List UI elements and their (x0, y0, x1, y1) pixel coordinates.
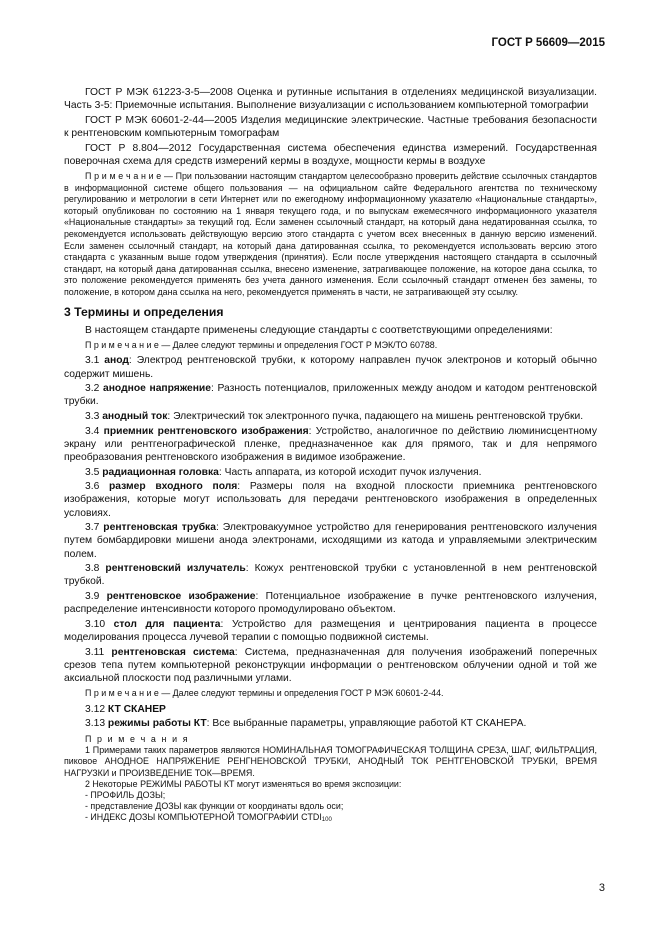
term-name: режимы работы КТ (107, 718, 207, 730)
term-name: размер входного поля (109, 481, 238, 493)
term-num: 3.12 (85, 703, 108, 715)
term-name: анодный ток (102, 410, 168, 422)
term-def: : Устройство, аналогичное по действию люминисцентному экрану или рентгенографической пленке, предназначенное как для прямого, так и для непрямого преобразования рентгеновского изображения в видимое изображение. (64, 425, 597, 463)
term-num: 3.11 (85, 646, 112, 658)
term-def: : Часть аппарата, из которой исходит пучок излучения. (218, 466, 482, 478)
term-3-2 (64, 382, 597, 408)
term-name: анод (104, 355, 129, 367)
page-content (64, 86, 597, 827)
section-title: 3 Термины и определения (64, 304, 224, 319)
term-3-12 (64, 703, 597, 716)
note-text: — При пользовании настоящим стандартом целесообразно проверить действие ссылочных стандартов в информационной системе общего пользования — на официальном сайте Федерального агентства по техническому регулированию и метрологии в сети Интернет или по ежегодному информационному указателю «Национальные стандарты», который опубликован по состоянию на 1 января текущего года, и по выпускам ежемесячного информационного указателя «Национальные стандарты» за текущий год. Если заменен ссылочный стандарт, на который дана недатированная ссылка, то рекомендуется использовать действующую версию этого стандарта с учетом всех внесенных в данную версию изменений. Если заменен ссылочный стандарт, на который дана датированная ссылка, то рекомендуется использовать версию этого стандарта с указанным выше годом утверждения (принятия). Если после утверждения настоящего стандарта в ссылочный стандарт, на который дана датированная ссылка, внесено изменение, затрагивающее положение, на которое дана ссылка, то это положение рекомендуется применять без учета данного изменения. Если ссылочный стандарт отменен без замены, то положение, в котором дана ссылка на него, рекомендуется применять в части, не затрагивающей эту ссылку. (64, 171, 597, 297)
dash-item-2: - представление ДОЗЫ как функции от координаты вдоль оси; (85, 801, 344, 812)
term-3-4 (64, 425, 597, 465)
term-def: : Все выбранные параметры, управляющие работой КТ СКАНЕРА. (206, 718, 527, 730)
term-3-1 (64, 354, 597, 380)
term-3-5 (64, 466, 597, 479)
ref-1: ГОСТ Р МЭК 61223-3-5—2008 Оценка и рутинные испытания в отделениях медицинской визуализации. Часть 3-5: Приемочные испытания. Выполнение визуализации с использованием компьютерной томографии (64, 87, 597, 112)
note-terms-b (64, 688, 597, 700)
term-3-10 (64, 618, 597, 644)
term-def: : Разность потенциалов, приложенных между анодом и катодом рентгеновской трубки. (64, 383, 597, 408)
term-3-13 (64, 717, 597, 730)
dash-item-subscript: 100 (321, 817, 332, 824)
term-def: : Устройство для размещения и центрирования пациента в процессе моделирования процесса лучевой терапии с помощью подвижной системы. (64, 618, 597, 643)
note-item-1: 1 Примерами таких параметров являются НОМИНАЛЬНАЯ ТОМОГРАФИЧЕСКАЯ ТОЛЩИНА СРЕЗА, ШАГ, ФИЛЬТРАЦИЯ, пиковое АНОДНОЕ НАПРЯЖЕНИЕ РЕНГНЕНОВСКОЙ ТРУБКИ, АНОДНЫЙ ТОК РЕНТГЕНОВСКОЙ ТРУБКИ, ВРЕМЯ НАГРУЗКИ и ПРОИЗВЕДЕНИЕ ТОК—ВРЕМЯ. (64, 745, 597, 778)
term-name: рентгеновский излучатель (105, 563, 246, 575)
note-terms-a (64, 340, 597, 352)
note-label: П р и м е ч а н и е (85, 339, 159, 350)
term-3-8 (64, 562, 597, 588)
term-num: 3.5 (85, 466, 103, 478)
term-def: : Система, предназначенная для получения изображений поперечных срезов тепа путем компьютерной реконструкции информации о рентгеновском облучении одной и той же аксиальной плоскости под различными углами. (64, 646, 597, 684)
term-def: : Размеры поля на входной плоскости приемника рентгеновского изображения, которые могут использовать для передачи рентгеновского изображения в определенных условиях. (64, 481, 597, 519)
term-3-3 (64, 410, 597, 423)
note-label: П р и м е ч а н и е (85, 171, 162, 181)
page-number: 3 (598, 882, 605, 894)
term-name: рентгеновская трубка (103, 522, 216, 534)
term-def: : Потенциальное изображение в пучке рентгеновского излучения, распределение интенсивности которого промодулировано объектом. (64, 590, 597, 616)
term-num: 3.8 (85, 563, 106, 575)
term-def: : Кожух рентгеновской трубки с установленной в нем рентгеновской трубкой. (64, 563, 597, 588)
term-name: рентгеновское изображение (106, 590, 256, 602)
term-num: 3.2 (85, 383, 103, 395)
term-name: радиационная головка (102, 466, 219, 478)
term-num: 3.13 (85, 718, 108, 730)
term-num: 3.10 (85, 618, 114, 630)
term-num: 3.3 (85, 410, 103, 422)
term-def: : Электрод рентгеновской трубки, к которому направлен пучок электронов и который обычно содержит мишень. (64, 355, 597, 380)
term-name: приемник рентгеновского изображения (103, 425, 309, 437)
term-3-9 (64, 590, 597, 616)
term-name: анодное напряжение (102, 383, 211, 395)
term-num: 3.9 (85, 590, 107, 602)
term-num: 3.4 (85, 425, 104, 437)
term-name: рентгеновская система (111, 646, 235, 658)
note-text: — Далее следуют термины и определения ГОСТ Р МЭК/ТО 60788. (158, 339, 438, 350)
note-references (64, 171, 597, 299)
term-name: стол для пациента (113, 618, 221, 630)
term-3-6 (64, 480, 597, 520)
term-num: 3.1 (85, 355, 105, 367)
section-intro: В настоящем стандарте применены следующие стандарты с соответствующими определениями: (85, 324, 553, 336)
term-3-11 (64, 646, 597, 686)
term-num: 3.6 (85, 481, 110, 493)
term-def: : Электрический ток электронного пучка, падающего на мишень рентгеновской трубки. (167, 410, 584, 422)
dash-item-text: - ИНДЕКС ДОЗЫ КОМПЬЮТЕРНОЙ ТОМОГРАФИИ CTDI (85, 812, 322, 823)
term-def: : Электровакуумное устройство для генерирования рентгеновского излучения путем бомбардировки мишени анода электронами, исходящими из катода и управляемыми электрическим полем. (64, 522, 597, 560)
note-item-2: 2 Некоторые РЕЖИМЫ РАБОТЫ КТ могут изменяться во время экспозиции: (85, 778, 402, 789)
term-name: КТ СКАНЕР (107, 703, 166, 715)
notes-title: П р и м е ч а н и я (85, 733, 190, 744)
dash-item-1: - ПРОФИЛЬ ДОЗЫ; (85, 789, 166, 800)
note-label: П р и м е ч а н и е (85, 688, 159, 699)
dash-item-3 (64, 812, 597, 826)
term-num: 3.7 (85, 522, 104, 534)
ref-2: ГОСТ Р МЭК 60601-2-44—2005 Изделия медицинские электрические. Частные требования безопасности к рентгеновским компьютерным томографам (64, 114, 597, 139)
term-3-7 (64, 521, 597, 561)
ref-3: ГОСТ Р 8.804—2012 Государственная система обеспечения единства измерений. Государственная поверочная схема для средств измерений кермы в воздухе, мощности кермы в воздухе (64, 142, 597, 167)
doc-header-code: ГОСТ Р 56609—2015 (491, 37, 605, 49)
note-text: — Далее следуют термины и определения ГОСТ Р МЭК 60601-2-44. (158, 688, 444, 699)
